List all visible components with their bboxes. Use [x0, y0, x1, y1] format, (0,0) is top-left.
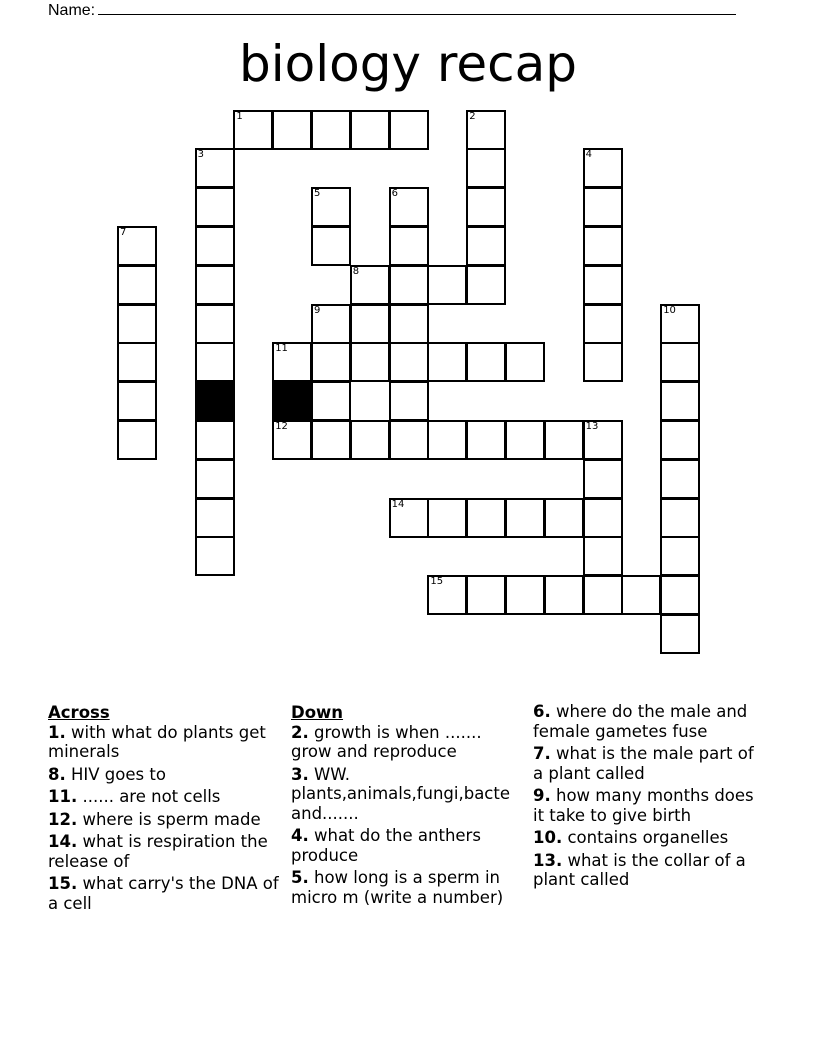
grid-cell[interactable]	[195, 381, 235, 421]
grid-cell[interactable]	[544, 498, 584, 538]
clue-number: 6	[391, 188, 398, 200]
clue-item-number: 13.	[533, 850, 563, 870]
grid-cell[interactable]	[389, 420, 429, 460]
clue-item-text: ...... are not cells	[77, 787, 221, 806]
grid-cell[interactable]	[466, 226, 506, 266]
down-heading: Down	[291, 703, 344, 722]
clue-item	[48, 810, 284, 830]
grid-cell[interactable]	[505, 498, 545, 538]
grid-cell[interactable]	[389, 226, 429, 266]
clue-item-text: HIV goes to	[65, 764, 166, 784]
grid-cell[interactable]	[117, 381, 157, 421]
across-list	[48, 723, 284, 914]
name-underline[interactable]	[98, 0, 736, 15]
grid-cell[interactable]	[660, 459, 700, 499]
clue-item-number: 15.	[48, 874, 78, 893]
grid-cell[interactable]	[660, 420, 700, 460]
clue-item-text: how long is a sperm in micro m (write a number)	[291, 868, 506, 907]
clue-item	[533, 786, 769, 825]
clue-item	[48, 723, 284, 762]
clue-number: 9	[314, 304, 321, 316]
grid-cell[interactable]	[117, 342, 157, 382]
grid-cell[interactable]	[195, 148, 235, 188]
grid-cell[interactable]	[505, 342, 545, 382]
clue-item	[291, 826, 527, 865]
clue-number: 8	[352, 265, 360, 277]
across-clues	[48, 702, 284, 916]
grid-cell[interactable]	[505, 420, 545, 460]
grid-cell[interactable]	[195, 536, 235, 576]
grid-cell[interactable]	[583, 420, 623, 460]
clue-number: 11	[275, 343, 288, 355]
clue-item-text: what is the collar of a plant called	[533, 850, 751, 889]
grid-cell[interactable]	[583, 304, 623, 344]
clue-item-text: where do the male and female gametes fuse	[533, 702, 753, 741]
grid-cell[interactable]	[272, 342, 312, 382]
clue-item-number: 10.	[533, 828, 563, 847]
clue-item-number: 7.	[533, 744, 551, 763]
grid-cell[interactable]	[350, 342, 390, 382]
grid-cell[interactable]	[272, 420, 312, 460]
grid-cell[interactable]	[311, 381, 351, 421]
grid-cell[interactable]	[505, 575, 545, 615]
grid-cell[interactable]	[660, 536, 700, 576]
clue-number: 13	[585, 421, 599, 432]
clue-number: 3	[197, 149, 204, 161]
down-clues-continued	[533, 702, 769, 893]
clue-item	[48, 832, 284, 871]
grid-cell[interactable]	[311, 342, 351, 382]
grid-cell[interactable]	[272, 110, 312, 150]
grid-cell[interactable]	[583, 498, 623, 538]
grid-cell[interactable]	[350, 110, 390, 150]
grid-cell[interactable]	[583, 148, 623, 188]
grid-cell[interactable]	[466, 420, 506, 460]
clue-item-text: with what do plants get minerals	[48, 722, 272, 761]
grid-cell[interactable]	[350, 304, 390, 344]
grid-cell[interactable]	[427, 420, 467, 460]
grid-cell[interactable]	[621, 575, 661, 615]
blocked-cell	[272, 381, 312, 421]
clue-item-text: what carry's the DNA of a cell	[48, 874, 284, 913]
clue-number: 10	[663, 304, 676, 316]
grid-cell[interactable]	[389, 342, 429, 382]
grid-cell[interactable]	[660, 342, 700, 382]
clue-item-number: 8.	[48, 764, 66, 784]
grid-cell[interactable]	[466, 110, 506, 150]
clue-item-number: 11.	[48, 787, 78, 806]
grid-cell[interactable]	[466, 342, 506, 382]
grid-cell[interactable]	[427, 265, 467, 305]
grid-cell[interactable]	[660, 614, 700, 654]
clue-item	[48, 874, 284, 913]
clue-number: 7	[120, 227, 127, 238]
grid-cell[interactable]	[117, 265, 157, 305]
grid-cell[interactable]	[389, 187, 429, 227]
grid-cell[interactable]	[195, 304, 235, 344]
grid-cell[interactable]	[195, 459, 235, 499]
clue-item-text: where is sperm made	[77, 809, 261, 829]
clue-number: 12	[275, 421, 288, 432]
grid-cell[interactable]	[233, 110, 273, 150]
clue-number: 2	[469, 110, 476, 122]
clue-item-number: 14.	[48, 832, 78, 851]
clue-item-number: 5.	[291, 868, 309, 887]
down-clues	[291, 702, 527, 910]
clue-item	[48, 787, 284, 807]
page-title: biology recap	[238, 35, 577, 93]
clue-item-number: 3.	[291, 764, 309, 784]
grid-cell[interactable]	[466, 265, 506, 305]
across-heading: Across	[48, 703, 110, 722]
grid-cell[interactable]	[660, 381, 700, 421]
grid-cell[interactable]	[389, 498, 429, 538]
grid-cell[interactable]	[311, 187, 351, 227]
grid-cell[interactable]	[583, 536, 623, 576]
clue-item-text: contains organelles	[562, 828, 729, 847]
grid-cell[interactable]	[583, 575, 623, 615]
grid-cell[interactable]	[311, 420, 351, 460]
grid-cell[interactable]	[544, 420, 584, 460]
clue-item-number: 1.	[48, 722, 66, 742]
grid-cell[interactable]	[583, 226, 623, 266]
clue-item	[291, 868, 527, 907]
grid-cell[interactable]	[117, 420, 157, 460]
grid-cell[interactable]	[583, 187, 623, 227]
grid-cell[interactable]	[195, 498, 235, 538]
clue-item-number: 12.	[48, 809, 78, 829]
grid-cell[interactable]	[195, 342, 235, 382]
grid-cell[interactable]	[427, 575, 467, 615]
grid-cell[interactable]	[195, 187, 235, 227]
name-field[interactable]	[48, 0, 736, 20]
grid-cell[interactable]	[466, 148, 506, 188]
clue-item	[533, 828, 769, 848]
clue-item	[533, 702, 769, 741]
grid-cell[interactable]	[311, 226, 351, 266]
clue-item	[533, 851, 769, 890]
grid-cell[interactable]	[427, 342, 467, 382]
clue-item-text: what is the male part of a plant called	[533, 744, 759, 783]
grid-cell[interactable]	[389, 304, 429, 344]
grid-cell[interactable]	[195, 420, 235, 460]
clue-number: 1	[236, 110, 243, 122]
clue-number: 14	[391, 498, 405, 510]
clue-item-text: growth is when ....... grow and reproduce	[291, 722, 487, 761]
clue-item-number: 2.	[291, 722, 309, 742]
clue-item-number: 6.	[533, 702, 551, 721]
clue-number: 15	[430, 576, 444, 588]
grid-cell[interactable]	[117, 226, 157, 266]
clue-item-number: 9.	[533, 786, 551, 805]
grid-cell[interactable]	[350, 420, 390, 460]
grid-cell[interactable]	[466, 575, 506, 615]
grid-cell[interactable]	[311, 304, 351, 344]
grid-cell[interactable]	[583, 265, 623, 305]
grid-cell[interactable]	[466, 498, 506, 538]
grid-cell[interactable]	[583, 459, 623, 499]
blocked-cell	[195, 381, 235, 421]
grid-cell[interactable]	[544, 575, 584, 615]
clue-item-text: what do the anthers produce	[291, 826, 487, 865]
clue-item-text: how many months does it take to give birth	[533, 786, 759, 825]
clue-number: 4	[585, 149, 592, 161]
grid-cell[interactable]	[311, 110, 351, 150]
grid-cell[interactable]	[117, 304, 157, 344]
grid-cell[interactable]	[583, 342, 623, 382]
clue-item-text: what is respiration the release of	[48, 832, 273, 871]
name-label: Name:	[48, 2, 96, 19]
grid-cell[interactable]	[466, 187, 506, 227]
grid-cell[interactable]	[350, 265, 390, 305]
grid-cell[interactable]	[389, 265, 429, 305]
clue-item-text: WW. plants,animals,fungi,bacte and.......	[291, 764, 516, 823]
down-list	[291, 723, 527, 908]
clue-item	[291, 723, 527, 762]
grid-cell[interactable]	[660, 498, 700, 538]
clue-number: 5	[314, 188, 321, 200]
grid-cell[interactable]	[195, 226, 235, 266]
down-list-continued	[533, 702, 769, 890]
grid-cell[interactable]	[389, 381, 429, 421]
clue-item	[291, 765, 527, 824]
grid-cell[interactable]	[660, 575, 700, 615]
grid-cell[interactable]	[660, 304, 700, 344]
clue-item	[48, 765, 284, 785]
grid-cell[interactable]	[389, 110, 429, 150]
grid-cell[interactable]	[195, 265, 235, 305]
grid-cell[interactable]	[427, 498, 467, 538]
clue-item	[533, 744, 769, 783]
clue-item-number: 4.	[291, 826, 309, 845]
